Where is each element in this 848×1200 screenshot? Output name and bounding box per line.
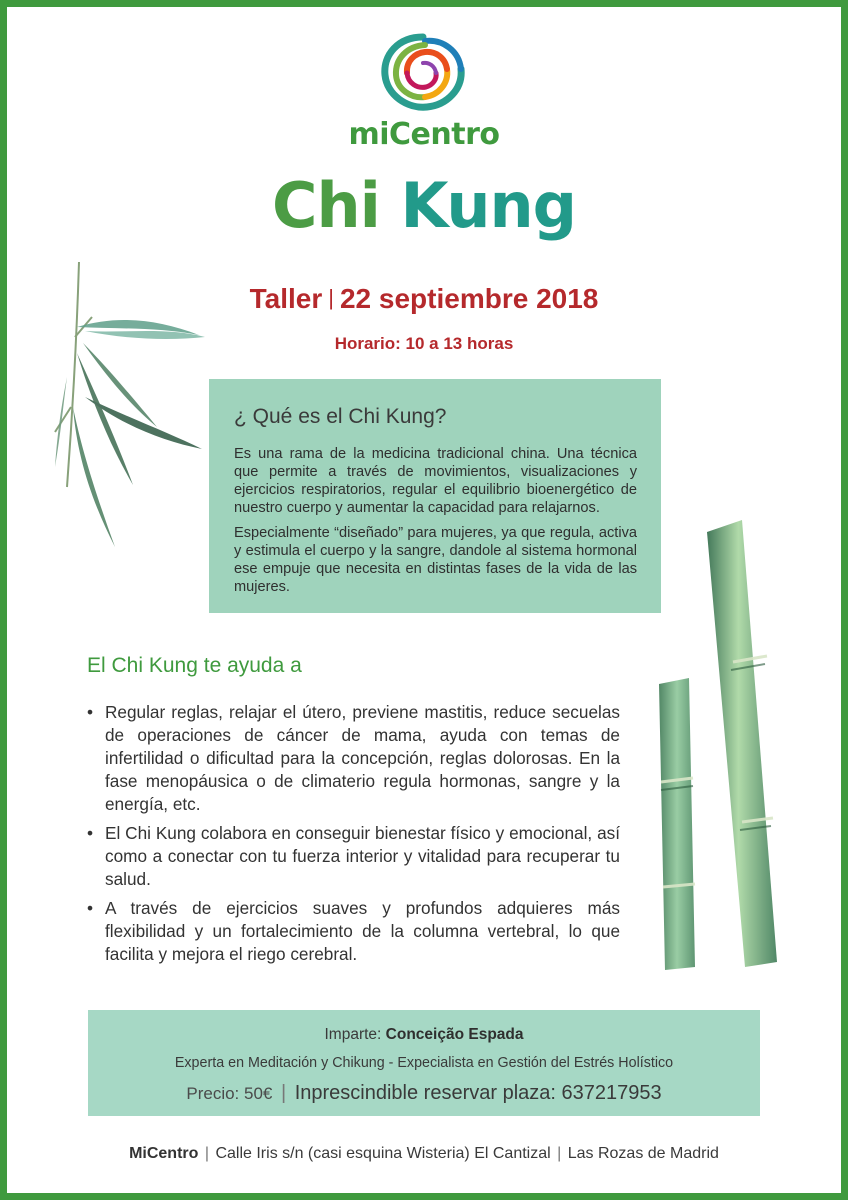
booking-phone: Inprescindible reservar plaza: 637217953 <box>294 1082 662 1104</box>
list-item: • El Chi Kung colabora en conseguir bienestar físico y emocional, así como a conectar con tu fuerza interior y vitalidad para recuperar tu salud. <box>87 823 620 889</box>
bamboo-stalks-illustration <box>647 512 782 972</box>
bullet-icon: • <box>87 898 94 918</box>
event-type: Taller <box>249 283 323 314</box>
what-is-heading: ¿ Qué es el Chi Kung? <box>234 405 447 428</box>
benefits-list <box>87 701 620 972</box>
what-is-paragraph-1: Es una rama de la medicina tradicional china. Una técnica que permite a través de movimientos, visualizaciones y ejercicios respiratorios, regular el equilibrio bioenergético de nuestro cuerpo y aumentar la capacidad para relajarnos. <box>234 446 637 516</box>
title-chi: Chi <box>271 169 380 242</box>
poster-page <box>7 7 841 1193</box>
instructor-expertise: Experta en Meditación y Chikung - Expecialista en Gestión del Estrés Holístico <box>174 1055 674 1071</box>
page-title <box>7 169 841 242</box>
footer-address: MiCentro | Calle Iris s/n (casi esquina Wisteria) El Cantizal | Las Rozas de Madrid <box>129 1145 719 1162</box>
event-date: 22 septiembre 2018 <box>339 283 599 314</box>
imparte-label: Imparte: <box>324 1026 382 1043</box>
footer-brand: MiCentro <box>129 1145 199 1162</box>
bamboo-leaves-illustration <box>37 257 212 557</box>
instructor-line <box>88 1026 760 1044</box>
price: Precio: 50€ <box>186 1084 273 1103</box>
footer-street: Calle Iris s/n (casi esquina Wisteria) El Cantizal <box>215 1145 551 1162</box>
micentro-logo-swirl-icon <box>373 29 473 117</box>
bullet-icon: • <box>87 702 94 722</box>
list-item: • A través de ejercicios suaves y profundos adquieres más flexibilidad y un fortalecimiento de la columna vertebral, lo que facilita y mejora el riego cerebral. <box>87 898 620 964</box>
bullet-icon: • <box>87 823 94 843</box>
event-separator: | <box>328 285 334 310</box>
instructor-name: Conceição Espada <box>385 1026 524 1043</box>
helps-heading: El Chi Kung te ayuda a <box>87 654 302 677</box>
micentro-logo-wordmark: miCentro <box>348 117 500 152</box>
price-booking-line: Precio: 50€ | Inprescindible reservar plaza: 637217953 <box>186 1082 662 1104</box>
info-box <box>88 1010 760 1116</box>
what-is-paragraph-2: Especialmente “diseñado” para mujeres, ya que regula, activa y estimula el cuerpo y la sangre, dandole al sistema hormonal ese empuje que necesita en distintas fases de la vida de las mujeres. <box>234 525 637 595</box>
footer-city: Las Rozas de Madrid <box>567 1145 719 1162</box>
event-schedule: Horario: 10 a 13 horas <box>334 334 514 353</box>
list-item: • Regular reglas, relajar el útero, previene mastitis, reduce secuelas de operaciones de cáncer de mama, ayuda con temas de infertilidad o dificultad para la concepción, reglas dolorosas. En la fase menopáusica o de climaterio regula hormonas, sangre y la energía, etc. <box>87 702 620 814</box>
what-is-box <box>209 379 661 613</box>
title-kung: Kung <box>400 169 577 242</box>
